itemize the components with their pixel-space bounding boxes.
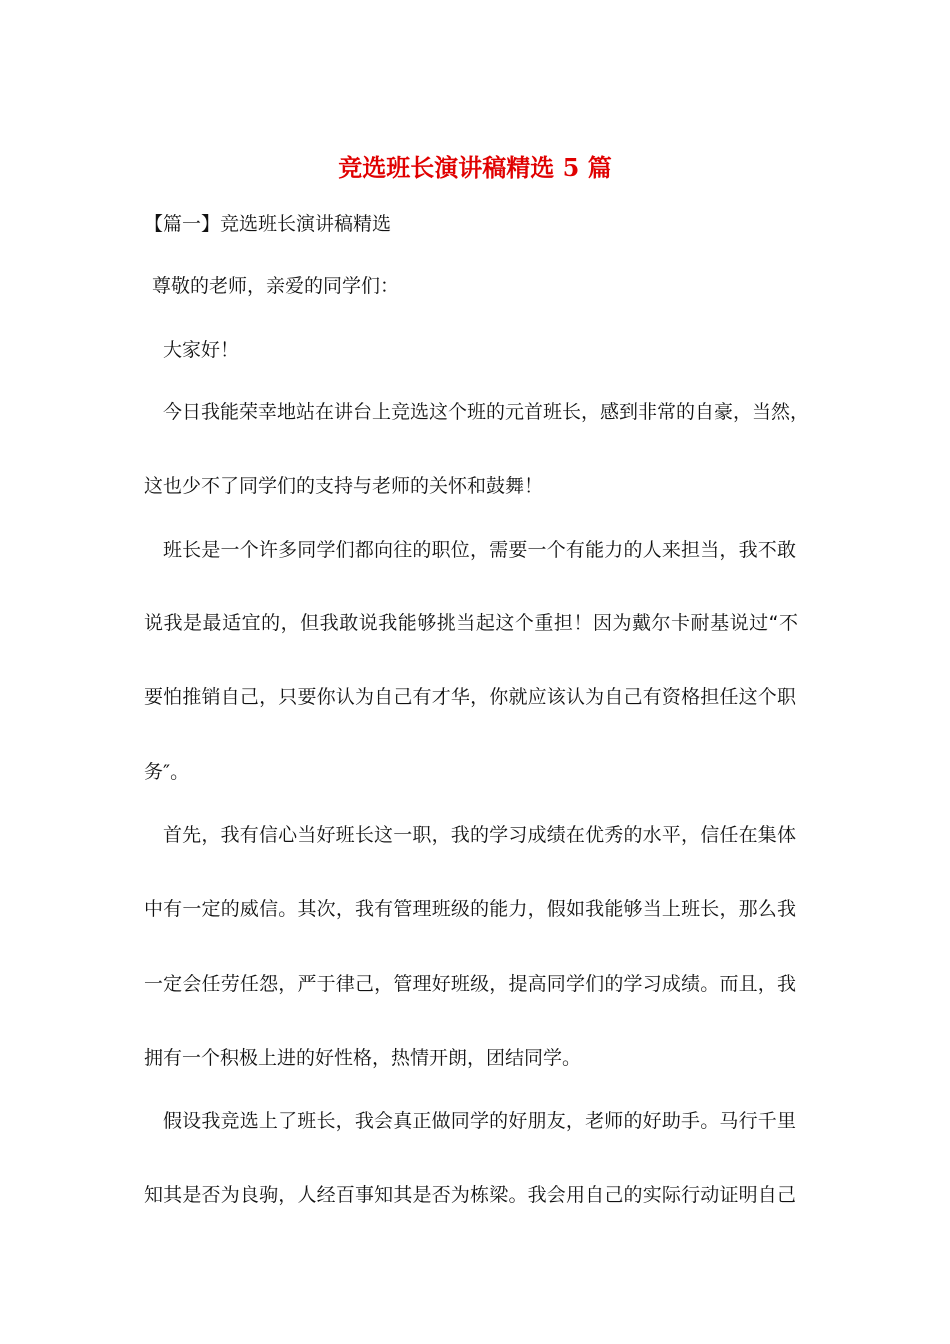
paragraph-line: 知其是否为良驹，人经百事知其是否为栋梁。我会用自己的实际行动证明自己 [144, 1184, 796, 1206]
section-heading: 【篇一】竞选班长演讲稿精选 [144, 213, 392, 235]
paragraph-line: 这也少不了同学们的支持与老师的关怀和鼓舞！ [144, 475, 544, 497]
paragraph-line: 说我是最适宜的，但我敢说我能够挑当起这个重担！因为戴尔卡耐基说过“不 [144, 612, 798, 634]
paragraph-line: 假设我竞选上了班长，我会真正做同学的好朋友，老师的好助手。马行千里 [163, 1110, 796, 1132]
paragraph-line: 班长是一个许多同学们都向往的职位，需要一个有能力的人来担当，我不敢 [163, 539, 796, 561]
paragraph-line: 要怕推销自己，只要你认为自己有才华，你就应该认为自己有资格担任这个职 [144, 686, 796, 708]
paragraph-line: 拥有一个积极上进的好性格，热情开朗，团结同学。 [144, 1047, 582, 1069]
paragraph-line: 一定会任劳任怨，严于律己，管理好班级，提高同学们的学习成绩。而且，我 [144, 973, 796, 995]
paragraph-line: 务″。 [144, 761, 190, 783]
salutation-line: 尊敬的老师，亲爱的同学们： [152, 275, 400, 297]
greeting-line: 大家好！ [163, 339, 240, 361]
document-title: 竞选班长演讲稿精选 5 篇 [338, 153, 612, 182]
paragraph-line: 中有一定的威信。其次，我有管理班级的能力，假如我能够当上班长，那么我 [144, 898, 796, 920]
paragraph-line: 首先，我有信心当好班长这一职，我的学习成绩在优秀的水平，信任在集体 [163, 824, 796, 846]
paragraph-line: 今日我能荣幸地站在讲台上竞选这个班的元首班长，感到非常的自豪，当然， [163, 401, 810, 423]
